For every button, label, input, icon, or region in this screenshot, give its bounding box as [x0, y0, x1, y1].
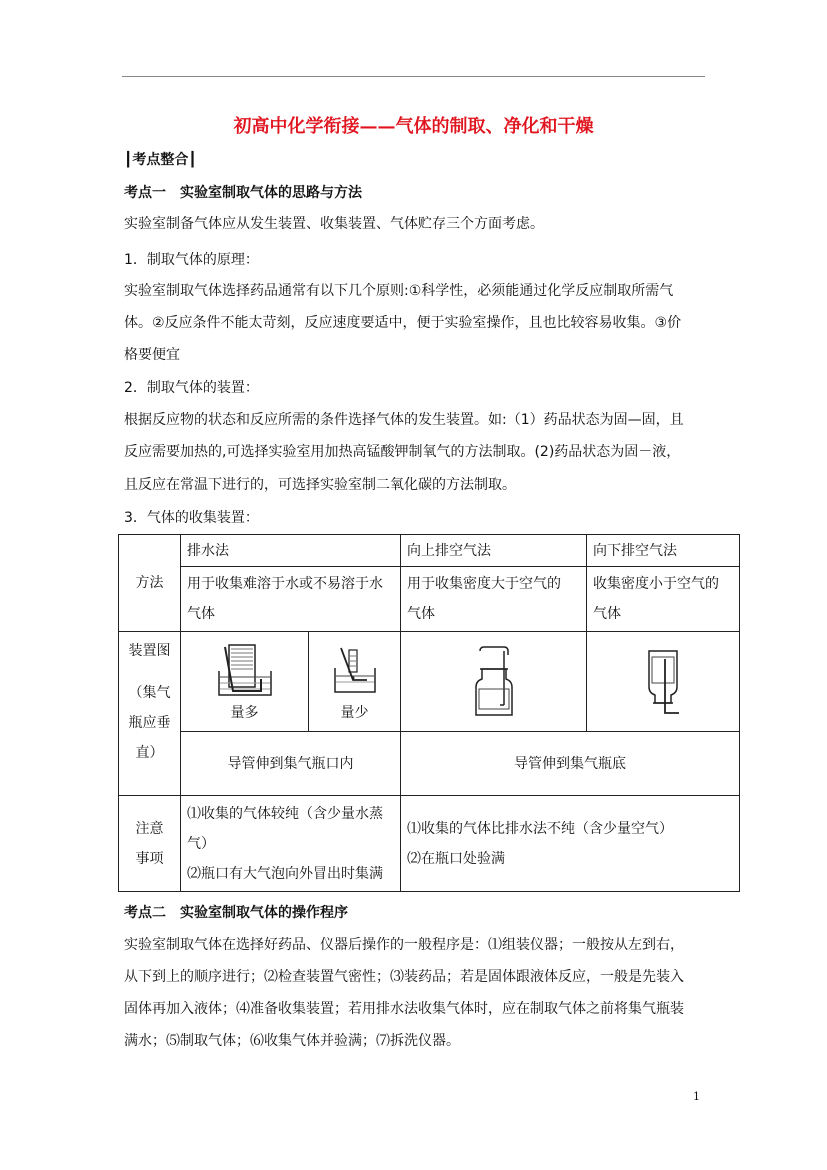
section-header: ┃考点整合┃: [124, 152, 197, 168]
kp1-item1-title: 1．制取气体的原理：: [124, 252, 259, 268]
page-number: 1: [693, 1090, 700, 1103]
col-down-header: 向下排空气法: [587, 535, 740, 567]
collection-methods-table: [118, 534, 740, 892]
up-desc: 用于收集密度大于空气的 气体: [401, 567, 587, 632]
water-displacement-large-figure: [217, 643, 273, 699]
method-row-header: 方法: [119, 535, 181, 632]
tube-inside: 导管伸到集气瓶口内: [181, 732, 401, 796]
down-desc: 收集密度小于空气的 气体: [587, 567, 740, 632]
label-large: 量多: [230, 704, 259, 721]
device-row-header: 装置图 （集气 瓶应垂 直）: [119, 632, 181, 796]
kp1-item2-title: 2．制取气体的装置：: [124, 380, 259, 396]
header-rule: [122, 76, 705, 77]
table-row: [119, 535, 740, 567]
air-notes: ⑴收集的气体比排水法不纯（含少量空气） ⑵在瓶口处验满: [401, 796, 740, 892]
table-row: [119, 567, 740, 632]
upward-air-displacement-figure: [474, 645, 514, 719]
kp2-line: 固体再加入液体；⑷准备收集装置；若用排水法收集气体时，应在制取气体之前将集气瓶装: [124, 1001, 684, 1017]
kp2-line: 实验室制取气体在选择好药品、仪器后操作的一般程序是：⑴组装仪器；一般按从左到右，: [124, 937, 684, 953]
kp2-line: 从下到上的顺序进行；⑵检查装置气密性；⑶装药品；若是固体跟液体反应，一般是先装入: [124, 969, 684, 985]
kp1-item2-line: 且反应在常温下进行的，可选择实验室制二氧化碳的方法制取。: [124, 477, 516, 493]
kp1-item1-line: 实验室制取气体选择药品通常有以下几个原则:①科学性，必须能通过化学反应制取所需气: [124, 283, 674, 299]
water-notes: ⑴收集的气体较纯（含少量水蒸 气） ⑵瓶口有大气泡向外冒出时集满: [181, 796, 401, 892]
label-small: 量少: [340, 704, 369, 721]
kp1-item1-line: 体。②反应条件不能太苛刻，反应速度要适中，便于实验室操作，且也比较容易收集。③价: [124, 315, 682, 331]
page-title: 初高中化学衔接——气体的制取、净化和干燥: [233, 116, 594, 137]
kp1-item2-line: 反应需要加热的,可选择实验室用加热高锰酸钾制氧气的方法制取。(2)药品状态为固－液，: [124, 444, 681, 460]
up-air-figure-cell: [401, 632, 587, 732]
col-water-header: 排水法: [181, 535, 401, 567]
kp1-intro: 实验室制备气体应从发生装置、收集装置、气体贮存三个方面考虑。: [124, 216, 544, 232]
kp1-heading: 考点一 实验室制取气体的思路与方法: [124, 185, 362, 201]
kp1-item3-title: 3．气体的收集装置：: [124, 510, 259, 526]
downward-air-displacement-figure: [643, 647, 683, 717]
down-air-figure-cell: [587, 632, 740, 732]
table-row: [119, 732, 740, 796]
water-desc: 用于收集难溶于水或不易溶于水 气体: [181, 567, 401, 632]
kp2-line: 满水；⑸制取气体；⑹收集气体并验满；⑺拆洗仪器。: [124, 1033, 460, 1049]
kp1-item2-line: 根据反应物的状态和反应所需的条件选择气体的发生装置。如:（1）药品状态为固—固，且: [124, 412, 684, 428]
col-up-header: 向上排空气法: [401, 535, 587, 567]
water-small-cell: [309, 632, 401, 732]
water-large-cell: [181, 632, 309, 732]
water-displacement-small-figure: [333, 646, 377, 696]
table-row: [119, 796, 740, 892]
table-row: [119, 632, 740, 732]
kp2-heading: 考点二 实验室制取气体的操作程序: [124, 905, 348, 921]
kp1-item1-line: 格要便宜: [124, 347, 180, 363]
tube-bottom: 导管伸到集气瓶底: [401, 732, 740, 796]
notes-row-header: 注意 事项: [119, 796, 181, 892]
